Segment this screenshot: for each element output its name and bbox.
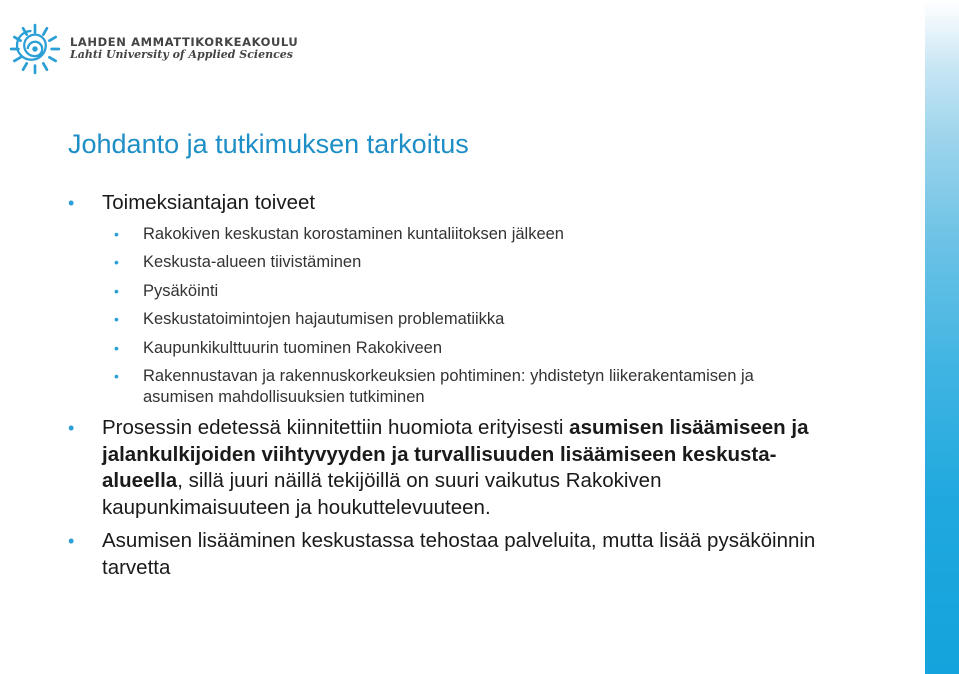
list-item xyxy=(68,338,858,359)
list-item xyxy=(68,309,858,330)
list-item xyxy=(68,252,858,273)
bullet-asumisen-lisaaminen xyxy=(68,528,822,581)
paragraph-part2: , sillä juuri näillä tekijöillä on suuri vaikutus Rakokiven kaupunkimaisuuteen ja houkuttelevuuteen. xyxy=(102,469,662,519)
bullet-dot-icon: • xyxy=(114,368,119,384)
logo-name: LAHDEN AMMATTIKORKEAKOULU xyxy=(70,35,299,50)
list-item-text: Keskusta-alueen tiivistäminen xyxy=(143,253,362,271)
list-item xyxy=(68,366,763,407)
slide-title: Johdanto ja tutkimuksen tarkoitus xyxy=(68,129,469,159)
list-item-text: Pysäköinti xyxy=(143,281,219,300)
list-item xyxy=(68,224,858,245)
bullet-dot-icon: • xyxy=(114,282,119,299)
bullet-dot-icon: • xyxy=(114,225,119,242)
list-item-text: Keskustatoimintojen hajautumisen problematiikka xyxy=(143,310,505,328)
decorative-side-band xyxy=(925,0,959,674)
institution-logo xyxy=(8,22,298,76)
list-item-text: Rakennustavan ja rakennuskorkeuksien pohtiminen: yhdistetyn liikerakentamisen ja asumisen mahdollisuuksien tutkiminen xyxy=(143,367,754,406)
list-item-text: Kaupunkikulttuurin tuominen Rakokiveen xyxy=(143,338,443,357)
section-heading: Toimeksiantajan toiveet xyxy=(102,191,316,214)
bullet-dot-icon: • xyxy=(68,193,75,213)
slide-content xyxy=(68,190,858,581)
bullet-toimeksiantajan-toiveet xyxy=(68,190,858,217)
bullet-dot-icon: • xyxy=(68,418,75,438)
list-item xyxy=(68,281,858,302)
spiral-sun-logo-icon xyxy=(8,22,62,76)
bullet-dot-icon: • xyxy=(114,339,119,356)
bullet-prosessin-edetessa xyxy=(68,415,822,521)
paragraph-part1: Prosessin edetessä kiinnitettiin huomiota erityisesti xyxy=(102,416,570,439)
bullet-dot-icon: • xyxy=(68,531,75,551)
logo-subname: Lahti University of Applied Sciences xyxy=(70,48,293,62)
list-item-text: Rakokiven keskustan korostaminen kuntaliitoksen jälkeen xyxy=(143,224,564,243)
paragraph-text: Asumisen lisääminen keskustassa tehostaa palveluita, mutta lisää pysäköinnin tarvetta xyxy=(102,529,816,579)
paragraph-emphasis: asumisen lisäämiseen ja jalankulkijoiden viihtyvyyden ja turvallisuuden lisäämiseen keskusta-alueella xyxy=(102,416,809,492)
bullet-dot-icon: • xyxy=(114,254,119,270)
bullet-dot-icon: • xyxy=(114,311,119,327)
